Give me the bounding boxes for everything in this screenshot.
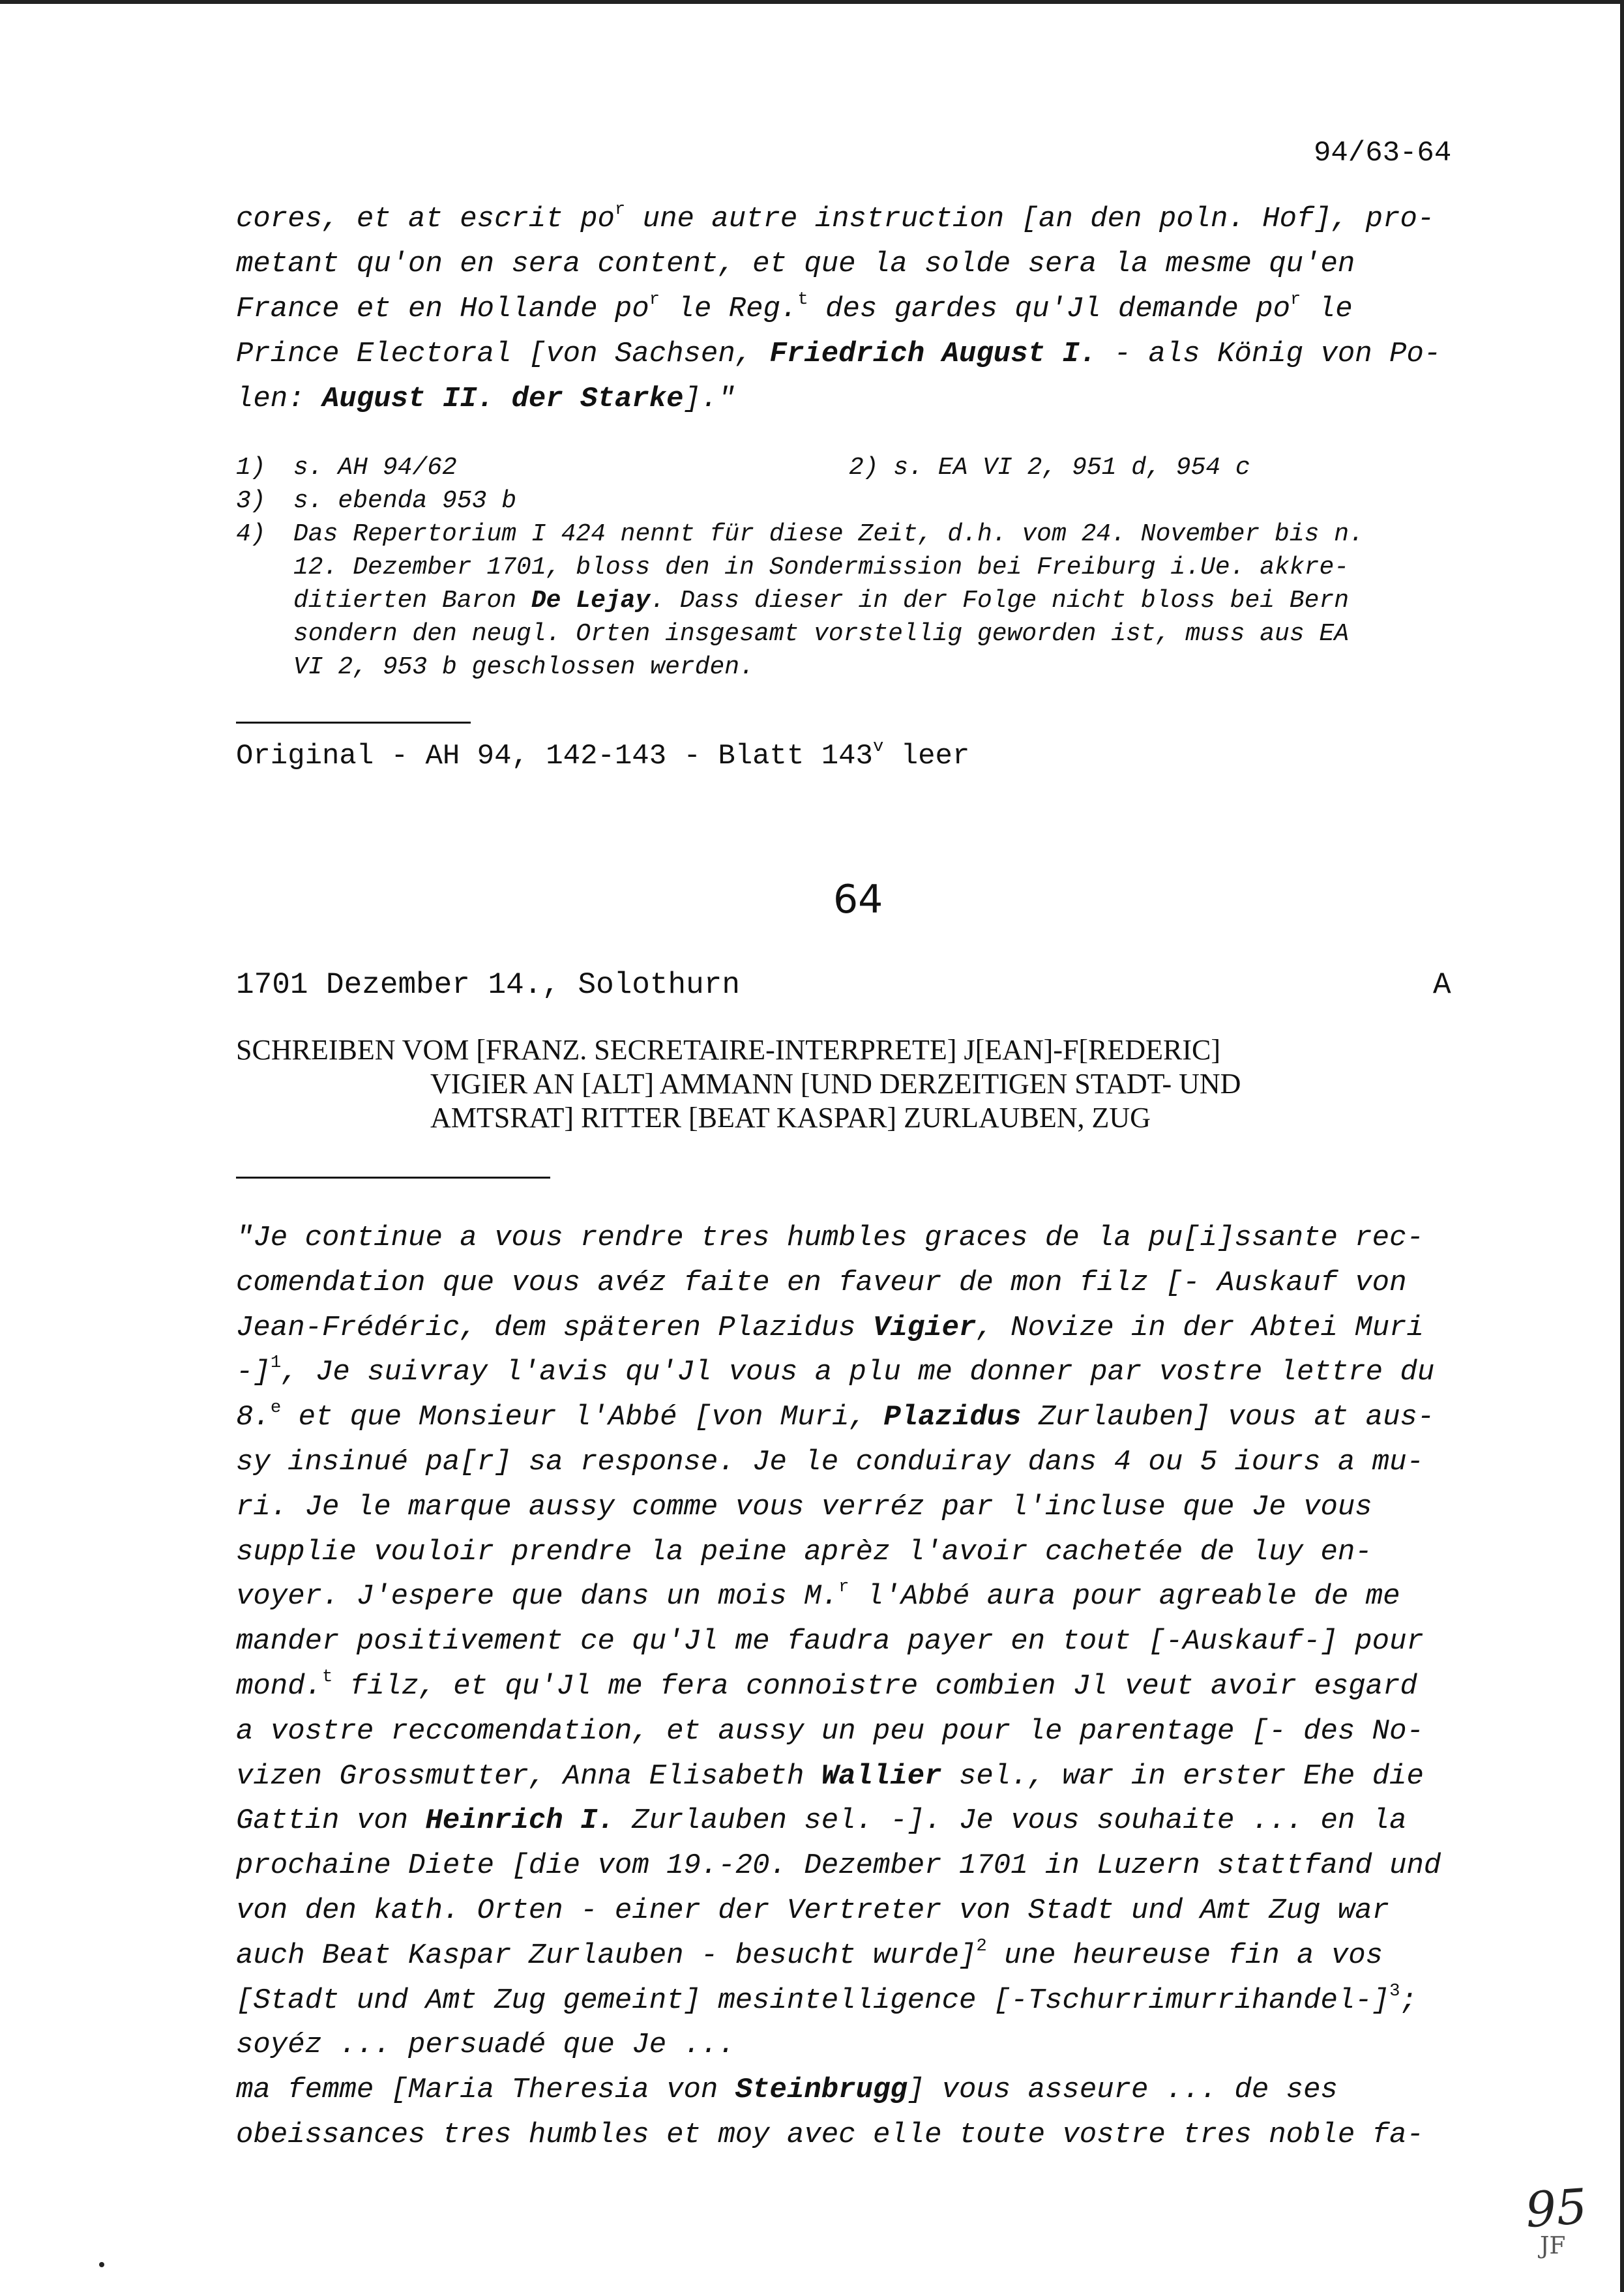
continuation-text [236,197,1481,421]
text-line: von den kath. Orten - einer der Vertreter von Stadt und Amt Zug war [236,1894,1390,1927]
title-line: SCHREIBEN VOM [FRANZ. SECRETAIRE-INTERPRETE] J[EAN]-F[REDERIC] [236,1034,1220,1066]
handwritten-initials: JF [1540,2233,1566,2259]
text-line: Gattin von Heinrich I. Zurlauben sel. -]. Je vous souhaite ... en la [236,1804,1407,1838]
page-reference: 94/63-64 [1314,137,1452,169]
letter-text [236,1216,1481,2158]
text-line: obeissances tres humbles et moy avec elle toute vostre tres noble fa- [236,2118,1424,2151]
title-line: AMTSRAT] RITTER [BEAT KASPAR] ZURLAUBEN, ZUG [430,1102,1151,1134]
text-line: a vostre reccomendation, et aussy un peu pour le parentage [- des No- [236,1714,1424,1748]
text-line: "Je continue a vous rendre tres humbles graces de la pu[i]ssante rec- [236,1222,1424,1254]
separator-rule [236,722,471,724]
text-line: soyéz ... persuadé que Je ... [236,2029,735,2062]
text-line: vizen Grossmutter, Anna Elisabeth Wallier sel., war in erster Ehe die [236,1759,1424,1793]
text-line: 8.$^e$ et que Monsieur l'Abbé [von Muri, Plazidus Zurlauben] vous at aus- [236,1398,1435,1434]
text-line: -]$^1$, Je suivray l'avis qu'Jl vous a plu me donner par vostre lettre du [236,1353,1435,1389]
document-number: 64 [833,877,883,922]
text-line: France et en Hollande $po^r$ le Reg.$^t$ des gardes qu'Jl demande $po^r$ le [236,289,1353,325]
footnote-2: 2) s. EA VI 2, 951 d, 954 c [849,454,1250,482]
document-code: A [1433,968,1451,1002]
separator-rule [236,1177,550,1179]
text-line: len: August II. der Starke]." [236,382,735,415]
text-line: cores, et at escrit $po^r$ une autre instruction [an den poln. Hof], pro- [236,199,1435,235]
text-line: ri. Je le marque aussy comme vous verréz par l'incluse que Je vous [236,1490,1372,1523]
text-line: Jean-Frédéric, dem späteren Plazidus Vigier, Novize in der Abtei Muri [236,1311,1424,1344]
text-line: metant qu'on en sera content, et que la solde sera la mesme qu'en [236,247,1355,280]
document-date-place: 1701 Dezember 14., Solothurn [236,968,740,1002]
text-line: supplie vouloir prendre la peine aprèz l'avoir cachetée de luy en- [236,1535,1372,1568]
document-title [236,1033,1241,1135]
text-line: sy insinué pa[r] sa response. Je le conduiray dans 4 ou 5 iours a mu- [236,1445,1424,1478]
text-line: comendation que vous avéz faite en faveur de mon filz [- Auskauf von [236,1266,1407,1299]
text-line: mond.$^t$ filz, et qu'Jl me fera connoistre combien Jl veut avoir esgard [236,1666,1417,1703]
text-line: voyer. J'espere que dans un mois M.$^r$ l'Abbé aura pour agreable de me [236,1577,1400,1613]
title-line: VIGIER AN [ALT] AMMANN [UND DERZEITIGEN STADT- UND [430,1068,1241,1100]
text-line: [Stadt und Amt Zug gemeint] mesintelligence [-Tschurrimurrihandel-]$^3$; [236,1980,1417,2017]
text-line: mander positivement ce qu'Jl me faudra payer en tout [-Auskauf-] pour [236,1625,1424,1658]
margin-dot [99,2262,104,2267]
text-line: ma femme [Maria Theresia von Steinbrugg] vous asseure ... de ses [236,2074,1338,2107]
text-line: prochaine Diete [die vom 19.-20. Dezember 1701 in Luzern stattfand und [236,1849,1441,1883]
handwritten-folio-number: 95 [1524,2178,1589,2239]
text-line: auch Beat Kaspar Zurlauben - besucht wurde]$^2$ une heureuse fin a vos [236,1935,1383,1972]
text-line: Prince Electoral [von Sachsen, Friedrich August I. - als König von Po- [236,337,1441,370]
original-note: Original - AH 94, 142-143 - Blatt 143$^v$ leer [236,736,970,772]
